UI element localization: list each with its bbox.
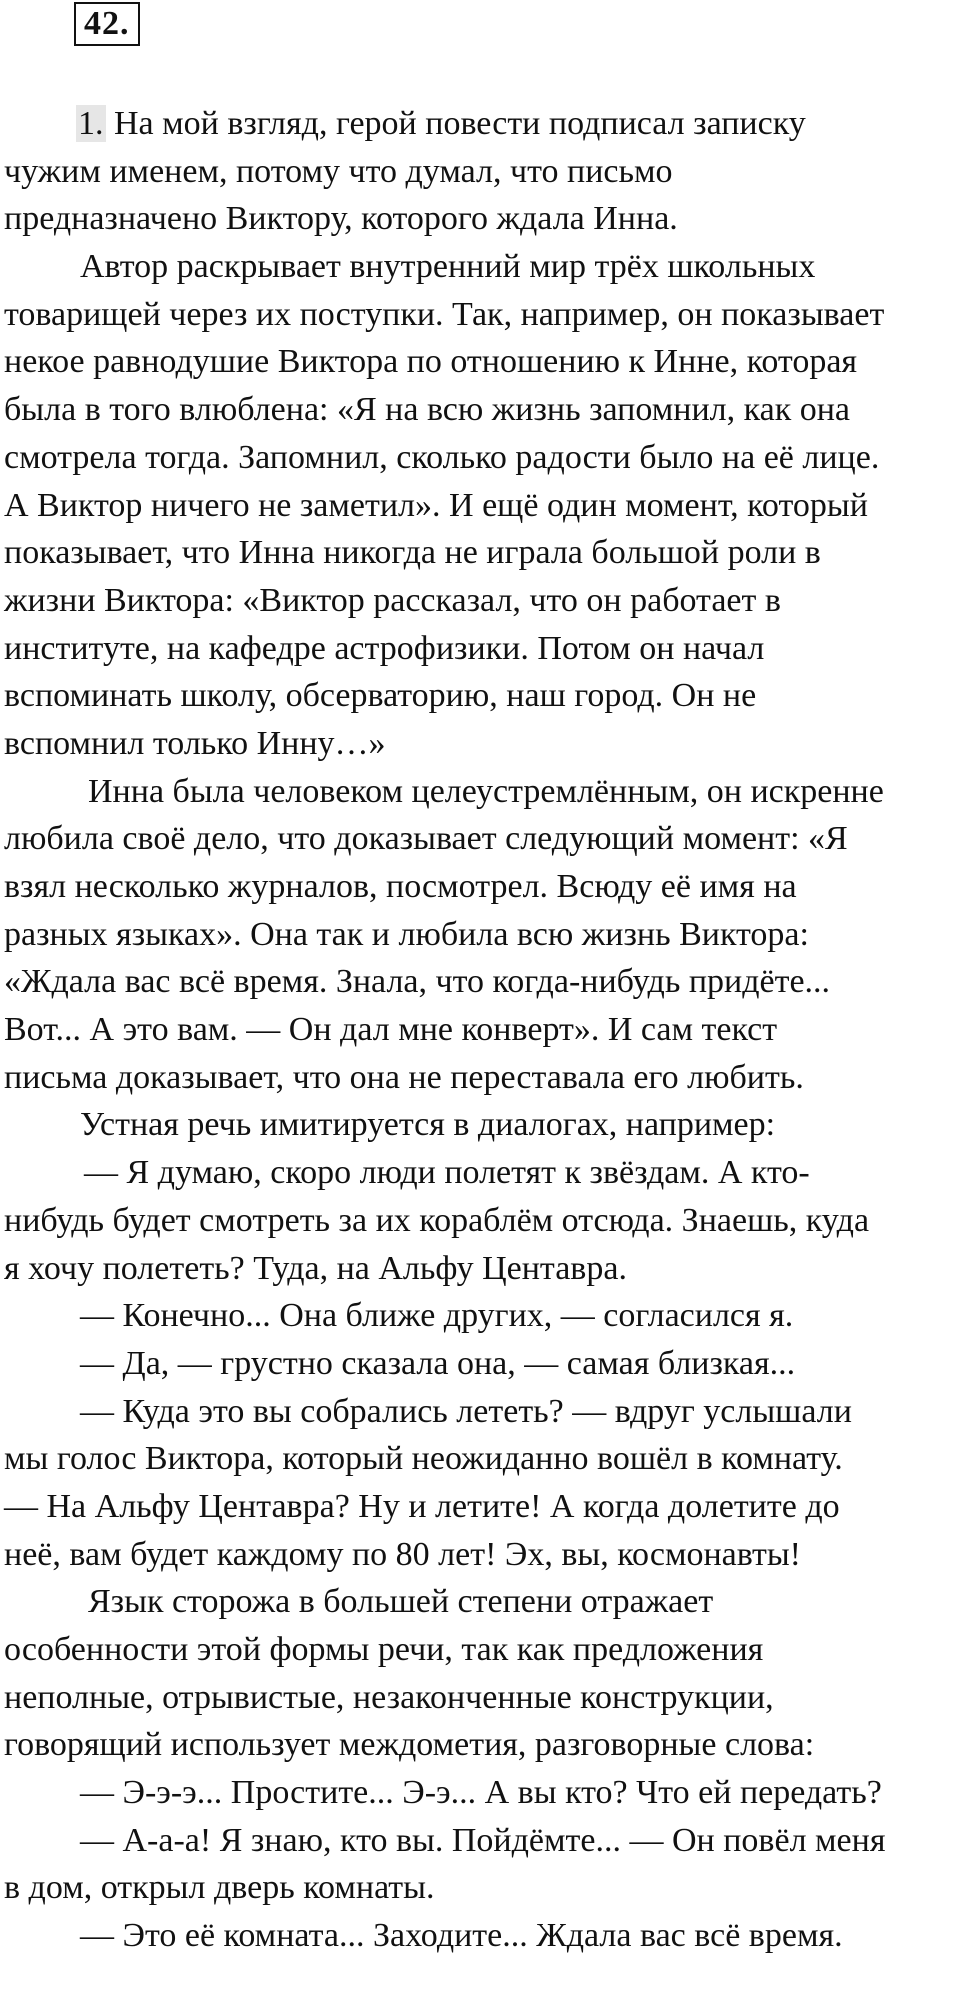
text-line: особенности этой формы речи, так как предложения: [4, 1631, 764, 1668]
text-line: неполные, отрывистые, незаконченные конструкции,: [4, 1678, 774, 1716]
text-line: товарищей через их поступки. Так, например, он показывает: [4, 295, 885, 333]
text-line: Устная речь имитируется в диалогах, например:: [80, 1106, 776, 1144]
text-line: показывает, что Инна никогда не играла большой роли в: [4, 534, 821, 572]
text-line: разных языках». Она так и любила всю жизнь Виктора:: [4, 915, 809, 953]
text-line: в дом, открыл дверь комнаты.: [4, 1869, 435, 1907]
text-line: говорящий использует междометия, разговорные слова:: [4, 1726, 815, 1764]
text-line: — А-а-а! Я знаю, кто вы. Пойдёмте... — Он повёл меня: [80, 1821, 886, 1859]
text-line: — Э-э-э... Простите... Э-э... А вы кто? Что ей передать?: [80, 1774, 882, 1812]
text-line: — Да, — грустно сказала она, — самая близкая...: [80, 1344, 796, 1382]
text-line: — На Альфу Центавра? Ну и летите! А когда долетите до: [4, 1487, 840, 1525]
text-line: А Виктор ничего не заметил». И ещё один момент, который: [4, 486, 868, 524]
text-line: институте, на кафедре астрофизики. Потом он начал: [4, 629, 765, 667]
text-line: «Ждала вас всё время. Знала, что когда-нибудь придёте...: [4, 963, 831, 1001]
text-line: взял несколько журналов, посмотрел. Всюду её имя на: [4, 868, 797, 905]
text-line: — Я думаю, скоро люди полетят к звёздам. А кто-: [84, 1154, 810, 1192]
text-line: — Это её комната... Заходите... Ждала вас всё время.: [80, 1917, 843, 1955]
text-line: некое равнодушие Виктора по отношению к Инне, которая: [4, 343, 858, 381]
text-line: Язык сторожа в большей степени отражает: [88, 1583, 714, 1621]
answer-text: [4, 100, 956, 1960]
text-line: смотрела тогда. Запомнил, сколько радости было на её лице.: [4, 438, 880, 476]
text-line: вспоминать школу, обсерваторию, наш город. Он не: [4, 677, 757, 715]
text-line: — Куда это вы собрались лететь? — вдруг услышали: [80, 1392, 852, 1430]
text-line: я хочу полететь? Туда, на Альфу Центавра.: [4, 1249, 627, 1287]
text-line: мы голос Виктора, который неожиданно вошёл в комнату.: [4, 1440, 843, 1478]
text-line: Инна была человеком целеустремлённым, он искренне: [88, 772, 884, 810]
text-line: была в того влюблена: «Я на всю жизнь запомнил, как она: [4, 391, 850, 429]
text-line: 1. На мой взгляд, герой повести подписал записку: [78, 105, 806, 142]
text-line: — Конечно... Она ближе других, — согласился я.: [80, 1297, 794, 1335]
item-number: 1.: [78, 105, 104, 142]
text-line: Вот... А это вам. — Он дал мне конверт». И сам текст: [4, 1011, 778, 1049]
text-line: предназначено Виктору, которого ждала Инна.: [4, 200, 678, 238]
text-line: письма доказывает, что она не переставала его любить.: [4, 1058, 804, 1096]
text-line: вспомнил только Инну…»: [4, 724, 386, 762]
text-line: нибудь будет смотреть за их кораблём отсюда. Знаешь, куда: [4, 1201, 870, 1239]
text-line: Автор раскрывает внутренний мир трёх школьных: [80, 248, 816, 286]
task-number-box: 42.: [74, 2, 140, 46]
text-line: жизни Виктора: «Виктор рассказал, что он работает в: [4, 581, 781, 619]
text-line: любила своё дело, что доказывает следующий момент: «Я: [4, 820, 848, 858]
text-line: чужим именем, потому что думал, что письмо: [4, 152, 673, 190]
text-line: неё, вам будет каждому по 80 лет! Эх, вы, космонавты!: [4, 1535, 801, 1573]
